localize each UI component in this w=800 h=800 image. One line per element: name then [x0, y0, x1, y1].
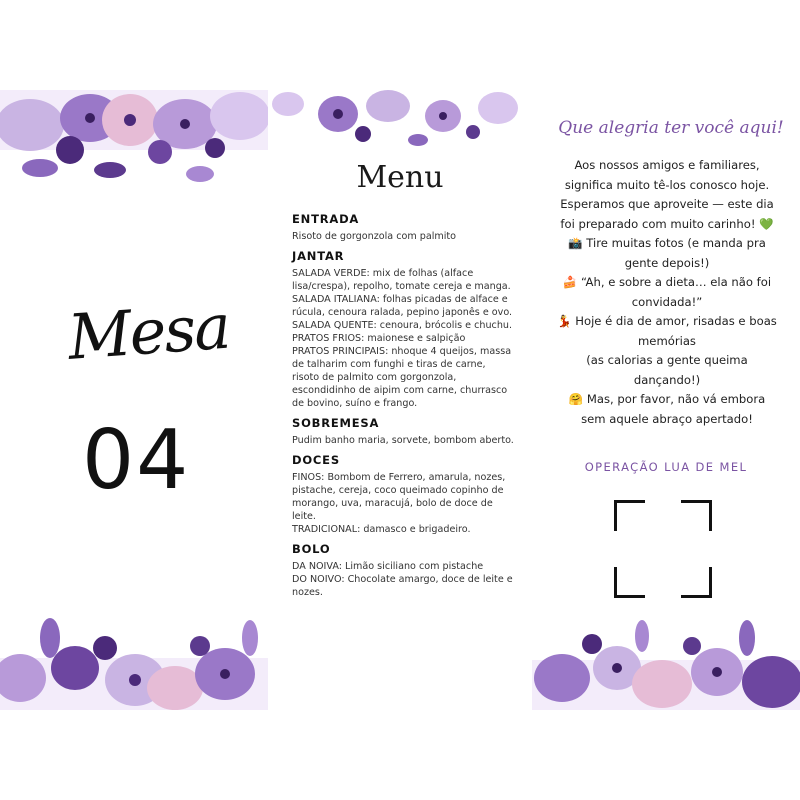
- section-line: SALADA QUENTE: cenoura, brócolis e chuchu.: [292, 320, 513, 331]
- table-number: 04: [82, 413, 191, 508]
- section-line: DA NOIVA: Limão siciliano com pistache: [292, 561, 484, 572]
- section-line: Risoto de gorgonzola com palmito: [292, 231, 457, 242]
- floral-bottom-left-icon: [0, 608, 268, 710]
- section-line: DO NOIVO: Chocolate amargo, doce de leite e nozes.: [292, 574, 513, 598]
- section-line: SALADA VERDE: mix de folhas (alface lisa/crespa), repolho, tomate cereja e manga.: [292, 268, 511, 292]
- panel-menu: [268, 90, 532, 710]
- menu-section-jantar: [292, 249, 514, 410]
- message-line: dançando!): [633, 372, 701, 387]
- menu-section-bolo: [292, 542, 514, 599]
- menu-section-entrada: [292, 212, 514, 243]
- floral-bottom-right-icon: [532, 610, 800, 710]
- message-line: 📸 Tire muitas fotos (e manda pra: [568, 236, 766, 250]
- section-line: FINOS: Bombom de Ferrero, amarula, nozes, pistache, cereja, coco queimado copinho de morango, uva, maracujá, bolo de doce de leite.: [292, 472, 506, 522]
- section-heading: DOCES: [292, 453, 340, 467]
- qr-corner-icon: [681, 567, 712, 598]
- menu-title: Menu: [356, 160, 444, 195]
- welcome-title: Que alegria ter você aqui!: [558, 118, 784, 138]
- panel-welcome: [532, 90, 800, 710]
- qr-corner-icon: [681, 500, 712, 531]
- section-heading: BOLO: [292, 542, 331, 556]
- table-label: Mesa: [65, 289, 232, 374]
- message-line: significa muito tê-los conosco hoje.: [564, 177, 770, 192]
- menu-section-sobremesa: [292, 416, 514, 447]
- message-line: sem aquele abraço apertado!: [581, 411, 753, 426]
- message-line: 🍰 “Ah, e sobre a dieta… ela não foi: [562, 275, 772, 289]
- message-line: convidada!”: [631, 294, 703, 309]
- section-line: PRATOS PRINCIPAIS: nhoque 4 queijos, massa de talharim com funghi e tiras de carne, risoto de palmito com gorgonzola, escondidinho de aipim com carne, churrasco de bovino, suíno e frango.: [292, 346, 512, 409]
- message-line: memórias: [638, 333, 696, 348]
- message-line: foi preparado com muito carinho! 💚: [560, 216, 774, 231]
- honeymoon-label: OPERAÇÃO LUA DE MEL: [584, 460, 748, 474]
- menu-section-doces: [292, 453, 514, 536]
- welcome-message: [542, 156, 792, 429]
- section-line: Pudim banho maria, sorvete, bombom aberto.: [292, 435, 514, 446]
- section-line: PRATOS FRIOS: maionese e salpição: [292, 333, 466, 344]
- trifold-menu-sheet: [0, 90, 800, 710]
- message-line: Esperamos que aproveite — este dia: [560, 197, 774, 211]
- qr-corner-icon: [614, 500, 645, 531]
- message-line: 🤗 Mas, por favor, não vá embora: [568, 392, 766, 406]
- panel-table-number: [0, 90, 268, 710]
- section-heading: ENTRADA: [292, 212, 360, 226]
- floral-top-left-icon: [0, 90, 268, 200]
- section-heading: SOBREMESA: [292, 416, 380, 430]
- message-line: Aos nossos amigos e familiares,: [574, 158, 760, 172]
- menu-sections: [292, 206, 514, 601]
- section-heading: JANTAR: [292, 249, 345, 263]
- qr-frame-icon: [614, 500, 712, 598]
- section-line: TRADICIONAL: damasco e brigadeiro.: [292, 524, 471, 535]
- qr-corner-icon: [614, 567, 645, 598]
- message-line: 💃 Hoje é dia de amor, risadas e boas: [557, 314, 777, 328]
- message-line: gente depois!): [624, 255, 710, 270]
- message-line: (as calorias a gente queima: [586, 353, 748, 367]
- section-line: SALADA ITALIANA: folhas picadas de alface e rúcula, cenoura ralada, pepino japonês e ovo.: [292, 294, 513, 318]
- floral-top-center-icon: [268, 90, 532, 160]
